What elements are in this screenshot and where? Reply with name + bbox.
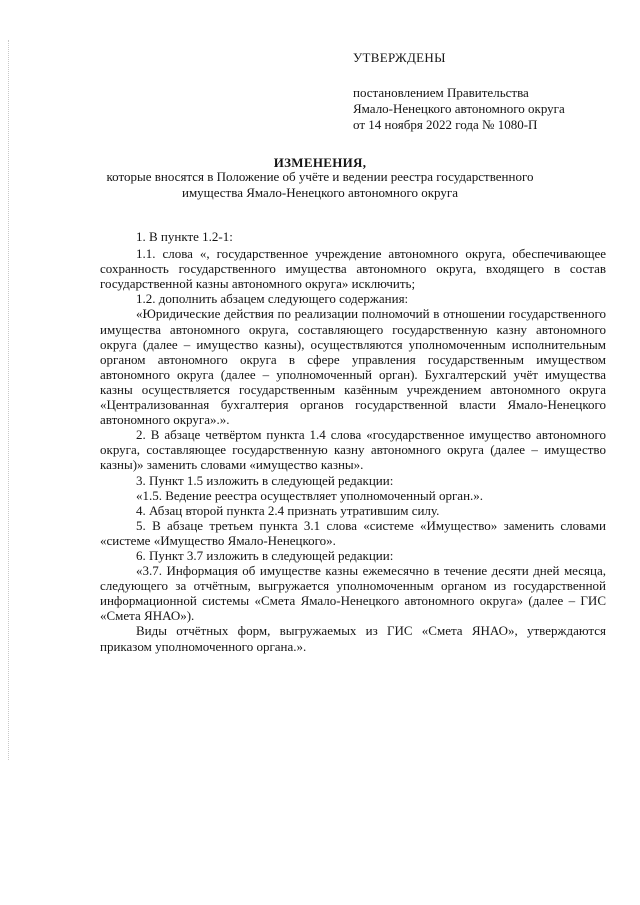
paragraph: 6. Пункт 3.7 изложить в следующей редакции: [136, 547, 394, 563]
approval-heading: УТВЕРЖДЕНЫ [353, 50, 446, 65]
paragraph: «Юридические действия по реализации полномочий в отношении государственного имущества автономного округа, составляющего государственную казну автономного округа (далее – имущество казны), осуществляются уполномоченным исполнительным органом автономного округа в сфере управления государственным имуществом автономного округа (далее – уполномоченный орган). Бухгалтерский учёт имущества казны осуществляется государственным казённым учреждением автономного округа «Централизованная бухгалтерия органов государственной власти Ямало-Ненецкого автономного округа».». [100, 306, 606, 428]
paragraph: 3. Пункт 1.5 изложить в следующей редакции: [136, 472, 394, 488]
paragraph: «1.5. Ведение реестра осуществляет уполномоченный орган.». [136, 487, 484, 503]
document-title: ИЗМЕНЕНИЯ, [273, 155, 367, 170]
approval-line: от 14 ноября 2022 года № 1080-П [353, 117, 538, 132]
paragraph: 1.2. дополнить абзацем следующего содержания: [136, 291, 409, 307]
document-subtitle [80, 169, 560, 201]
scan-margin-line [8, 40, 9, 760]
approval-line: Ямало-Ненецкого автономного округа [353, 101, 565, 116]
paragraph: 4. Абзац второй пункта 2.4 признать утратившим силу. [136, 502, 440, 518]
subtitle-line: которые вносятся в Положение об учёте и ведении реестра государственного [106, 169, 534, 184]
paragraph: «3.7. Информация об имуществе казны ежемесячно в течение десяти дней месяца, следующего за отчётным, выгружается уполномоченным органом из государственной информационной системы «Смета Ямало-Ненецкого автономного округа» (далее – ГИС «Смета ЯНАО»). [100, 563, 606, 624]
paragraph: 1. В пункте 1.2-1: [136, 229, 233, 244]
approval-line: постановлением Правительства [353, 85, 529, 100]
subtitle-line: имущества Ямало-Ненецкого автономного округа [182, 185, 458, 200]
paragraph: 2. В абзаце четвёртом пункта 1.4 слова «государственное имущество автономного округа, составляющее государственную казну автономного округа (далее – имущество казны)» заменить словами «имущество казны». [100, 427, 606, 473]
document-body [100, 229, 606, 654]
paragraph: 1.1. слова «, государственное учреждение автономного округа, обеспечивающее сохранность государственного имущества автономного округа, входящего в состав государственной казны автономного округа» исключить; [100, 246, 606, 292]
paragraph: Виды отчётных форм, выгружаемых из ГИС «Смета ЯНАО», утверждаются приказом уполномоченного органа.». [100, 623, 606, 654]
approval-block [353, 50, 623, 133]
paragraph: 5. В абзаце третьем пункта 3.1 слова «системе «Имущество» заменить словами «системе «Имущество Ямало-Ненецкого». [100, 517, 606, 548]
